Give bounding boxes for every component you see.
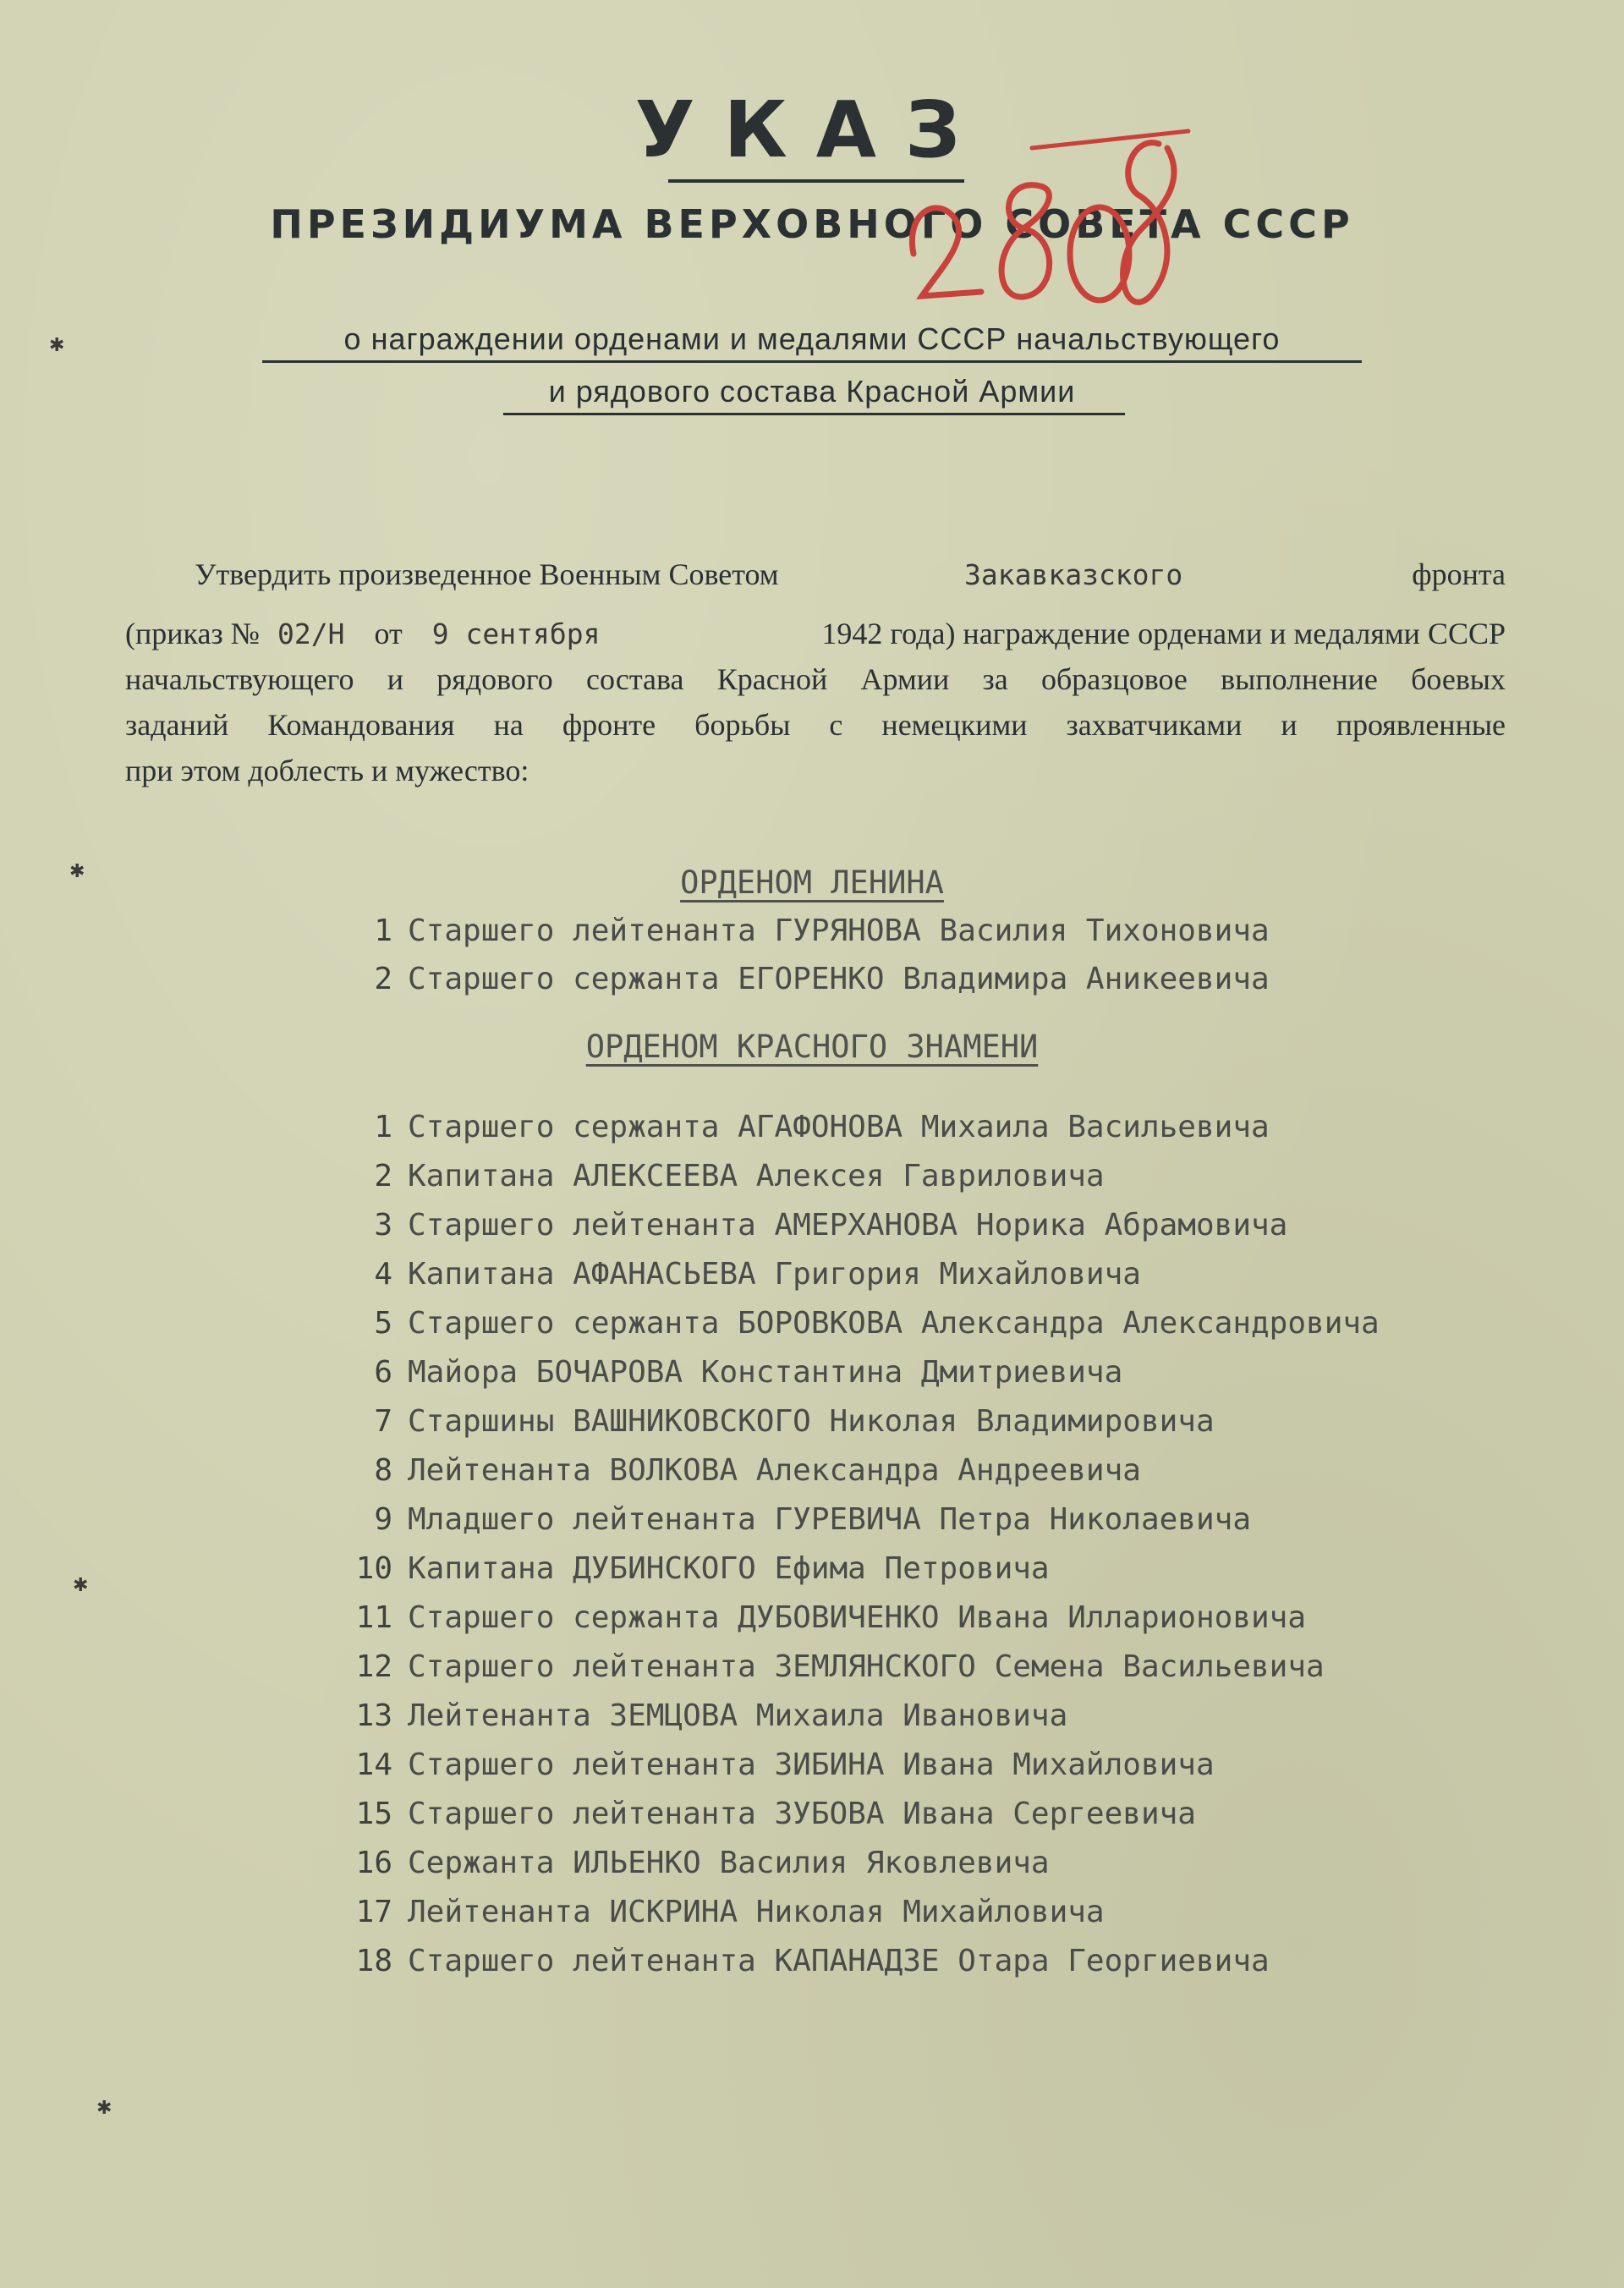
award-number: 3 — [374, 1208, 392, 1243]
intro-line-2-from: от — [374, 617, 403, 650]
award-list-item — [338, 1944, 1522, 1988]
award-recipient: Старшего сержанта АГАФОНОВА Михаила Васильевича — [408, 1110, 1270, 1144]
award-recipient: Старшего лейтенанта ЗЕМЛЯНСКОГО Семена Васильевича — [408, 1649, 1325, 1684]
order-date: 9 сентября — [431, 617, 601, 650]
decree-subject-line-2: и рядового состава Красной Армии — [548, 374, 1076, 409]
award-number: 4 — [374, 1257, 392, 1292]
decree-title: УКАЗ — [634, 85, 990, 175]
award-number: 11 — [355, 1600, 392, 1635]
award-recipient: Лейтенанта ВОЛКОВА Александра Андреевича — [408, 1453, 1141, 1488]
award-recipient: Сержанта ИЛЬЕНКО Василия Яковлевича — [408, 1846, 1050, 1880]
award-list-item — [338, 1404, 1522, 1448]
award-list-item — [338, 1797, 1522, 1841]
award-number: 18 — [355, 1944, 392, 1978]
intro-line-1-end: фронта — [1412, 557, 1506, 591]
margin-pin-mark: ✱ — [69, 861, 85, 882]
award-recipient: Старшего сержанта ДУБОВИЧЕНКО Ивана Илларионовича — [408, 1600, 1307, 1635]
award-recipient: Старшины ВАШНИКОВСКОГО Николая Владимировича — [408, 1404, 1215, 1439]
order-number: 02/Н — [277, 617, 345, 650]
award-list-item — [338, 1600, 1522, 1644]
award-recipient: Капитана ДУБИНСКОГО Ефима Петровича — [408, 1551, 1050, 1586]
award-number: 9 — [374, 1502, 392, 1537]
decree-subtitle: ПРЕЗИДИУМА ВЕРХОВНОГО СОВЕТА СССР — [270, 201, 1354, 247]
award-recipient: Старшего лейтенанта ЗИБИНА Ивана Михайловича — [408, 1748, 1215, 1782]
award-number: 12 — [355, 1649, 392, 1684]
award-number: 2 — [374, 1159, 392, 1193]
decree-subject-line-1: о награждении орденами и медалями СССР начальствующего — [343, 321, 1281, 356]
subject-underline-1 — [262, 360, 1362, 363]
award-recipient: Лейтенанта ИСКРИНА Николая Михайловича — [408, 1895, 1105, 1929]
award-recipient: Лейтенанта ЗЕМЦОВА Михаила Ивановича — [408, 1698, 1068, 1733]
handwritten-number-stamp — [888, 127, 1193, 330]
award-number: 1 — [374, 914, 392, 948]
award-list-item — [338, 962, 1522, 1006]
intro-line-5: при этом доблесть и мужество: — [125, 754, 529, 787]
award-number: 16 — [355, 1846, 392, 1880]
intro-line-1 — [195, 557, 1506, 592]
award-recipient: Старшего сержанта БОРОВКОВА Александра Александровича — [408, 1306, 1380, 1341]
intro-line-2-end: 1942 года) награждение орденами и медалями СССР — [821, 617, 1506, 650]
award-list-item — [338, 1895, 1522, 1939]
award-recipient: Капитана АФАНАСЬЕВА Григория Михайловича — [408, 1257, 1141, 1292]
award-recipient: Майора БОЧАРОВА Константина Дмитриевича — [408, 1355, 1123, 1390]
award-list-item — [338, 1110, 1522, 1154]
award-recipient: Старшего лейтенанта ГУРЯНОВА Василия Тихоновича — [408, 914, 1270, 948]
award-list-item — [338, 1453, 1522, 1497]
award-list-item — [338, 1159, 1522, 1203]
award-number: 6 — [374, 1355, 392, 1390]
award-list-item — [338, 1846, 1522, 1890]
margin-pin-mark: ✱ — [96, 2098, 112, 2119]
award-list-item — [338, 1306, 1522, 1350]
award-recipient: Старшего лейтенанта АМЕРХАНОВА Норика Абрамовича — [408, 1208, 1288, 1243]
award-list-item — [338, 1355, 1522, 1399]
award-number: 15 — [355, 1797, 392, 1831]
front-name: Закавказского — [964, 558, 1183, 591]
section-heading-order-of-red-banner: ОРДЕНОМ КРАСНОГО ЗНАМЕНИ — [585, 1029, 1039, 1065]
award-list-item — [338, 1502, 1522, 1546]
award-list-item — [338, 1208, 1522, 1252]
award-list-item — [338, 1649, 1522, 1693]
subject-underline-2 — [503, 413, 1125, 415]
section-heading-order-of-lenin: ОРДЕНОМ ЛЕНИНА — [680, 864, 944, 901]
award-list-item — [338, 1698, 1522, 1742]
award-number: 5 — [374, 1306, 392, 1341]
award-list-item — [338, 1551, 1522, 1595]
award-list-item — [338, 1748, 1522, 1791]
award-recipient: Старшего лейтенанта ЗУБОВА Ивана Сергеевича — [408, 1797, 1196, 1831]
award-number: 17 — [355, 1895, 392, 1929]
intro-line-2-start: (приказ № — [125, 617, 261, 650]
intro-line-1-start: Утвердить произведенное Военным Советом — [195, 557, 779, 591]
award-number: 14 — [355, 1748, 392, 1782]
intro-line-4: заданий Командования на фронте борьбы с немецкими захватчиками и проявленные — [125, 708, 1506, 742]
award-number: 7 — [374, 1404, 392, 1439]
award-list-item — [338, 914, 1522, 957]
award-recipient: Капитана АЛЕКСЕЕВА Алексея Гавриловича — [408, 1159, 1105, 1193]
award-number: 13 — [355, 1698, 392, 1733]
award-number: 1 — [374, 1110, 392, 1144]
award-recipient: Старшего лейтенанта КАПАНАДЗЕ Отара Георгиевича — [408, 1944, 1270, 1978]
award-number: 2 — [374, 962, 392, 996]
intro-line-2 — [125, 616, 1506, 651]
award-list-item — [338, 1257, 1522, 1301]
margin-pin-mark: ✱ — [73, 1575, 89, 1596]
intro-line-3: начальствующего и рядового состава Красной Армии за образцовое выполнение боевых — [125, 662, 1506, 696]
award-recipient: Младшего лейтенанта ГУРЕВИЧА Петра Николаевича — [408, 1502, 1251, 1537]
award-number: 10 — [355, 1551, 392, 1586]
margin-pin-mark: ✱ — [49, 335, 65, 356]
award-number: 8 — [374, 1453, 392, 1488]
award-recipient: Старшего сержанта ЕГОРЕНКО Владимира Аникеевича — [408, 962, 1270, 996]
